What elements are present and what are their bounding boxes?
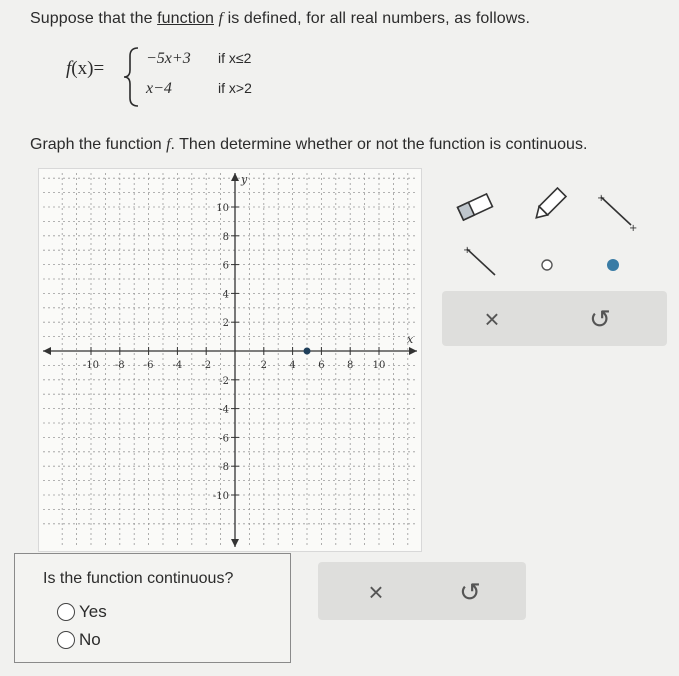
piecewise-definition [66,44,326,110]
piece-row-2 [146,80,252,98]
eraser-tool[interactable] [450,182,500,232]
y-tick-label: -8 [219,462,229,474]
x-axis-label: x [407,333,414,346]
piece-row-1 [146,50,251,68]
x-tick-label: 4 [289,360,296,371]
prompt-text-end: is defined, for all real numbers, as follows. [223,10,531,27]
graph-undo-button[interactable] [580,299,620,339]
eraser-icon [455,187,495,227]
option-label: Yes [79,602,107,621]
function-name: f [218,10,224,27]
x-tick-label: 10 [372,360,386,371]
lhs-name: f [66,58,72,79]
graphing-area[interactable] [38,168,422,552]
radio-button[interactable] [57,603,75,621]
close-icon: × [484,303,500,334]
function-lhs [66,58,104,80]
line-tool[interactable] [592,186,642,236]
instruction-function-name: f [166,136,171,153]
x-axis-arrow-right [409,347,417,355]
y-tick-label: 6 [222,260,229,272]
pencil-tool[interactable] [524,180,574,230]
y-tick-label: 8 [222,231,229,243]
problem-statement [30,10,530,28]
undo-icon: ↺ [589,303,611,334]
ray-tool[interactable] [456,238,506,288]
answer-clear-button[interactable] [356,572,396,612]
x-tick-label: -4 [172,360,183,371]
pencil-icon [529,185,569,225]
piece-expr: x−4 [146,80,172,97]
plotted-point [304,348,311,355]
instruction-text-end: . Then determine whether or not the function is continuous. [170,136,588,153]
undo-icon: ↺ [459,576,481,607]
y-axis-label: y [241,173,248,186]
left-brace-icon [120,46,142,108]
answer-undo-button[interactable] [450,572,490,612]
instruction [30,136,587,154]
x-tick-label: -8 [114,360,125,371]
y-tick-label: 2 [222,318,229,330]
y-tick-label: -10 [212,491,229,502]
svg-text:+: + [597,193,606,204]
x-tick-label: -6 [143,360,154,371]
option-no[interactable] [57,630,101,650]
close-icon: × [368,576,384,607]
y-tick-label: -4 [219,404,229,416]
instruction-text: Graph the function [30,136,167,153]
prompt-text: Suppose that the [30,10,158,27]
continuity-question [14,553,291,663]
lhs-equals: = [93,58,105,79]
graph-toolbar [442,176,667,346]
y-tick-label: -2 [219,375,229,387]
piece-condition: if x>2 [218,80,252,96]
option-yes[interactable] [57,602,107,622]
piece-condition: if x≤2 [218,50,252,66]
filled-circle-icon [593,243,633,283]
answer-action-bar [318,562,526,620]
graph-clear-button[interactable] [472,299,512,339]
svg-text:+: + [629,223,637,231]
x-axis-arrow-left [43,347,51,355]
lhs-arg: (x) [71,58,94,79]
radio-button[interactable] [57,631,75,649]
y-axis-arrow-down [231,539,239,547]
ray-icon [461,243,501,283]
option-label: No [79,630,101,649]
y-tick-label: -6 [219,433,229,445]
coordinate-grid[interactable] [39,169,421,551]
x-tick-label: 8 [347,360,354,371]
svg-text:+: + [463,245,472,256]
x-tick-label: -2 [201,360,212,371]
open-point-tool[interactable] [518,238,568,288]
question-text: Is the function continuous? [43,570,234,587]
graph-action-bar [442,291,667,346]
y-tick-label: 10 [216,203,229,214]
x-tick-label: -10 [82,360,100,371]
x-tick-label: 6 [318,360,325,371]
line-icon [597,191,637,231]
piece-expr: −5x+3 [146,50,191,67]
closed-point-tool[interactable] [588,238,638,288]
y-tick-label: 4 [222,289,229,301]
open-circle-icon [523,243,563,283]
x-tick-label: 2 [260,360,267,371]
function-link[interactable]: function [157,10,214,27]
y-axis-arrow-up [231,173,239,181]
